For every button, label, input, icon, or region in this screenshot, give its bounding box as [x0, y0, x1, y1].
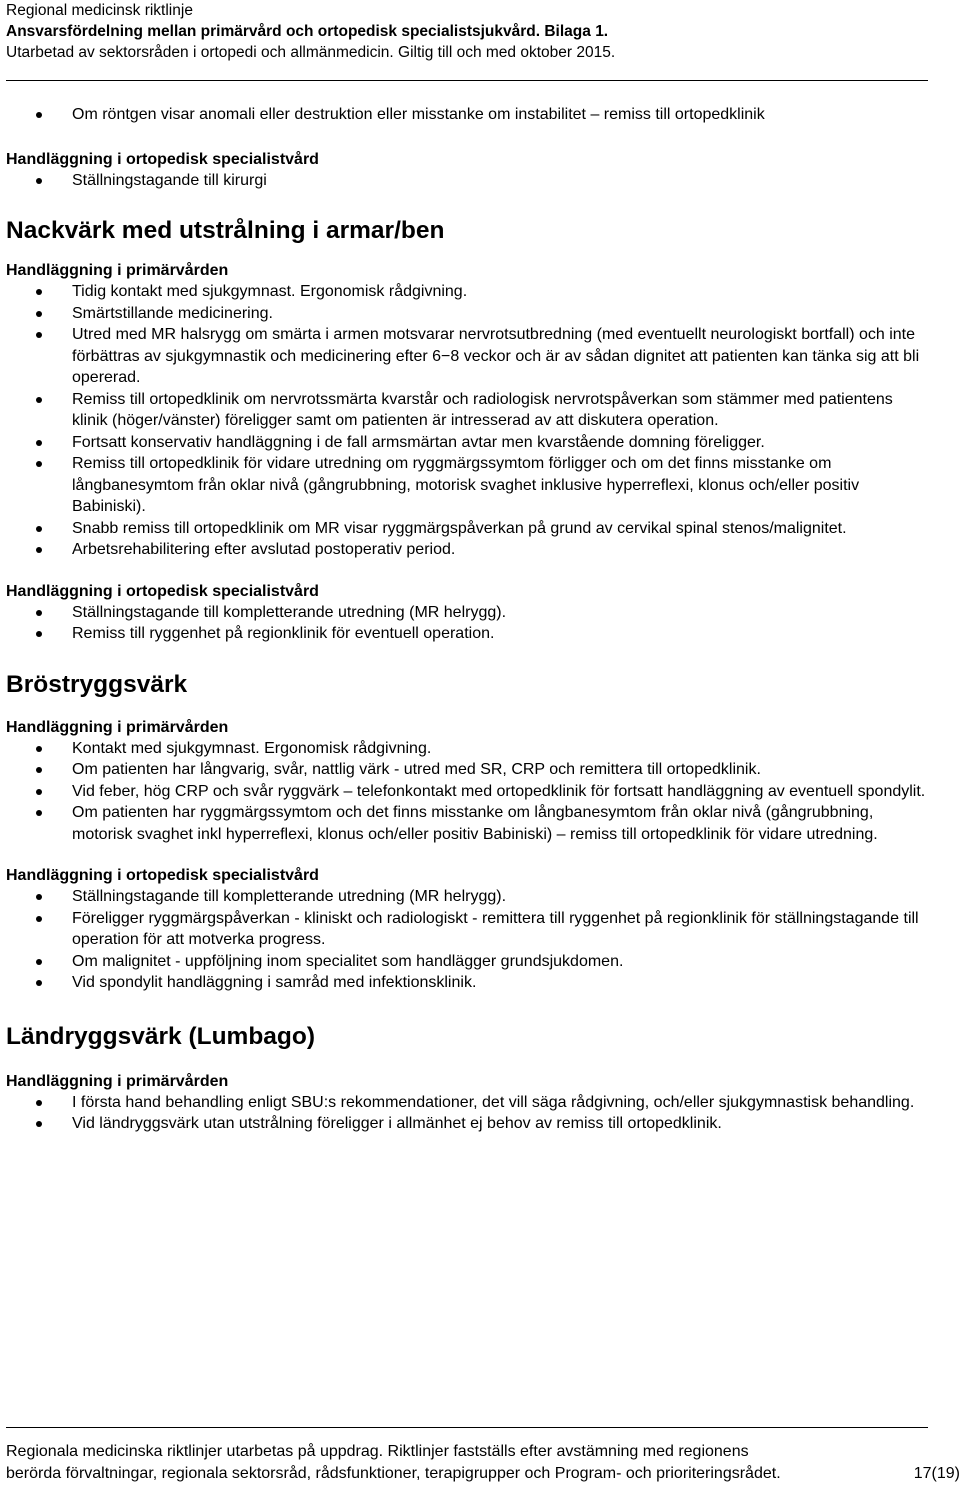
intro-specialist-list	[6, 170, 928, 192]
list-item: Arbetsrehabilitering efter avslutad postoperativ period.	[6, 539, 928, 561]
intro-subheading-specialist: Handläggning i ortopedisk specialistvård	[6, 150, 319, 168]
header-line-1: Regional medicinsk riktlinje	[6, 2, 193, 19]
neck-subheading-primary: Handläggning i primärvården	[6, 262, 229, 279]
list-item: Remiss till ortopedklinik för vidare utredning om ryggmärgssymtom förligger och om det finns misstanke om långbanesymtom från oklar nivå (gångrubbning, motorisk svaghet inklusive hyperreflexi, klonus och/eller positiv Babiniski).	[6, 453, 928, 518]
header-rule	[6, 80, 928, 81]
footer-rule	[6, 1427, 928, 1428]
list-item: Remiss till ryggenhet på regionklinik för eventuell operation.	[6, 623, 928, 645]
footer-line-2: berörda förvaltningar, regionala sektorsråd, rådsfunktioner, terapigrupper och Program- och prioriteringsrådet.	[6, 1464, 781, 1482]
header-line-3: Utarbetad av sektorsråden i ortopedi och allmänmedicin. Giltig till och med oktober 2015.	[6, 44, 616, 61]
section-title-lumbar: Ländryggsvärk (Lumbago)	[6, 1022, 316, 1050]
page-number: 17(19)	[913, 1464, 960, 1482]
list-item: Kontakt med sjukgymnast. Ergonomisk rådgivning.	[6, 738, 928, 760]
list-item: Utred med MR halsrygg om smärta i armen motsvarar nervrotsutbredning (med eventuellt neurologiskt bortfall) och inte förbättras av sjukgymnastik och medicinering efter 6−8 veckor och är av sådan dignitet att patienten kan tänka sig att bli opererad.	[6, 324, 928, 389]
neck-primary-list	[6, 281, 928, 561]
lumbar-subheading-primary: Handläggning i primärvården	[6, 1072, 229, 1090]
intro-list	[6, 104, 928, 126]
list-item: Ställningstagande till kompletterande utredning (MR helrygg).	[6, 886, 928, 908]
list-item: Smärtstillande medicinering.	[6, 303, 928, 325]
document-header	[6, 0, 946, 63]
section-title-thoracic: Bröstryggsvärk	[6, 670, 188, 698]
thoracic-primary-list	[6, 738, 928, 846]
list-item: Om patienten har långvarig, svår, nattlig värk - utred med SR, CRP och remittera till ortopedklinik.	[6, 759, 928, 781]
document-body	[6, 104, 928, 1135]
document-footer	[6, 1441, 960, 1484]
neck-specialist-list	[6, 602, 928, 645]
footer-line-1: Regionala medicinska riktlinjer utarbetas på uppdrag. Riktlinjer fastställs efter avstämning med regionens	[6, 1443, 749, 1460]
list-item: Föreligger ryggmärgspåverkan - kliniskt och radiologiskt - remittera till ryggenhet på regionklinik för ställningstagande till operation för att motverka progress.	[6, 908, 928, 951]
list-item: I första hand behandling enligt SBU:s rekommendationer, det vill säga rådgivning, och/eller sjukgymnastisk behandling.	[6, 1092, 928, 1114]
list-item: Vid spondylit handläggning i samråd med infektionsklinik.	[6, 972, 928, 994]
thoracic-subheading-specialist: Handläggning i ortopedisk specialistvård	[6, 867, 319, 884]
neck-subheading-specialist: Handläggning i ortopedisk specialistvård	[6, 582, 319, 600]
list-item: Ställningstagande till kirurgi	[6, 170, 928, 192]
section-title-neck: Nackvärk med utstrålning i armar/ben	[6, 217, 445, 244]
list-item: Tidig kontakt med sjukgymnast. Ergonomisk rådgivning.	[6, 281, 928, 303]
list-item: Om patienten har ryggmärgssymtom och det finns misstanke om långbanesymtom från oklar nivå (gångrubbning, motorisk svaghet inkl hyperreflexi, klonus och/eller positiv Babiniski) – remiss till ortopedklinik för vidare utredning.	[6, 802, 928, 845]
list-item: Vid ländryggsvärk utan utstrålning föreligger i allmänhet ej behov av remiss till ortopedklinik.	[6, 1113, 928, 1135]
thoracic-specialist-list	[6, 886, 928, 994]
list-item: Vid feber, hög CRP och svår ryggvärk – telefonkontakt med ortopedklinik för fortsatt handläggning av eventuell spondylit.	[6, 781, 928, 803]
thoracic-subheading-primary: Handläggning i primärvården	[6, 718, 229, 736]
header-line-2: Ansvarsfördelning mellan primärvård och ortopedisk specialistsjukvård. Bilaga 1.	[6, 23, 609, 40]
list-item: Om röntgen visar anomali eller destruktion eller misstanke om instabilitet – remiss till ortopedklinik	[6, 104, 928, 126]
list-item: Fortsatt konservativ handläggning i de fall armsmärtan avtar men kvarstående domning föreligger.	[6, 432, 928, 454]
lumbar-primary-list	[6, 1092, 928, 1135]
list-item: Snabb remiss till ortopedklinik om MR visar ryggmärgspåverkan på grund av cervikal spinal stenos/malignitet.	[6, 518, 928, 540]
list-item: Om malignitet - uppföljning inom specialitet som handlägger grundsjukdomen.	[6, 951, 928, 973]
list-item: Ställningstagande till kompletterande utredning (MR helrygg).	[6, 602, 928, 624]
list-item: Remiss till ortopedklinik om nervrotssmärta kvarstår och radiologisk nervrotspåverkan som stämmer med patientens klinik (höger/vänster) föreligger samt om patienten är intresserad av att diskutera operation.	[6, 389, 928, 432]
